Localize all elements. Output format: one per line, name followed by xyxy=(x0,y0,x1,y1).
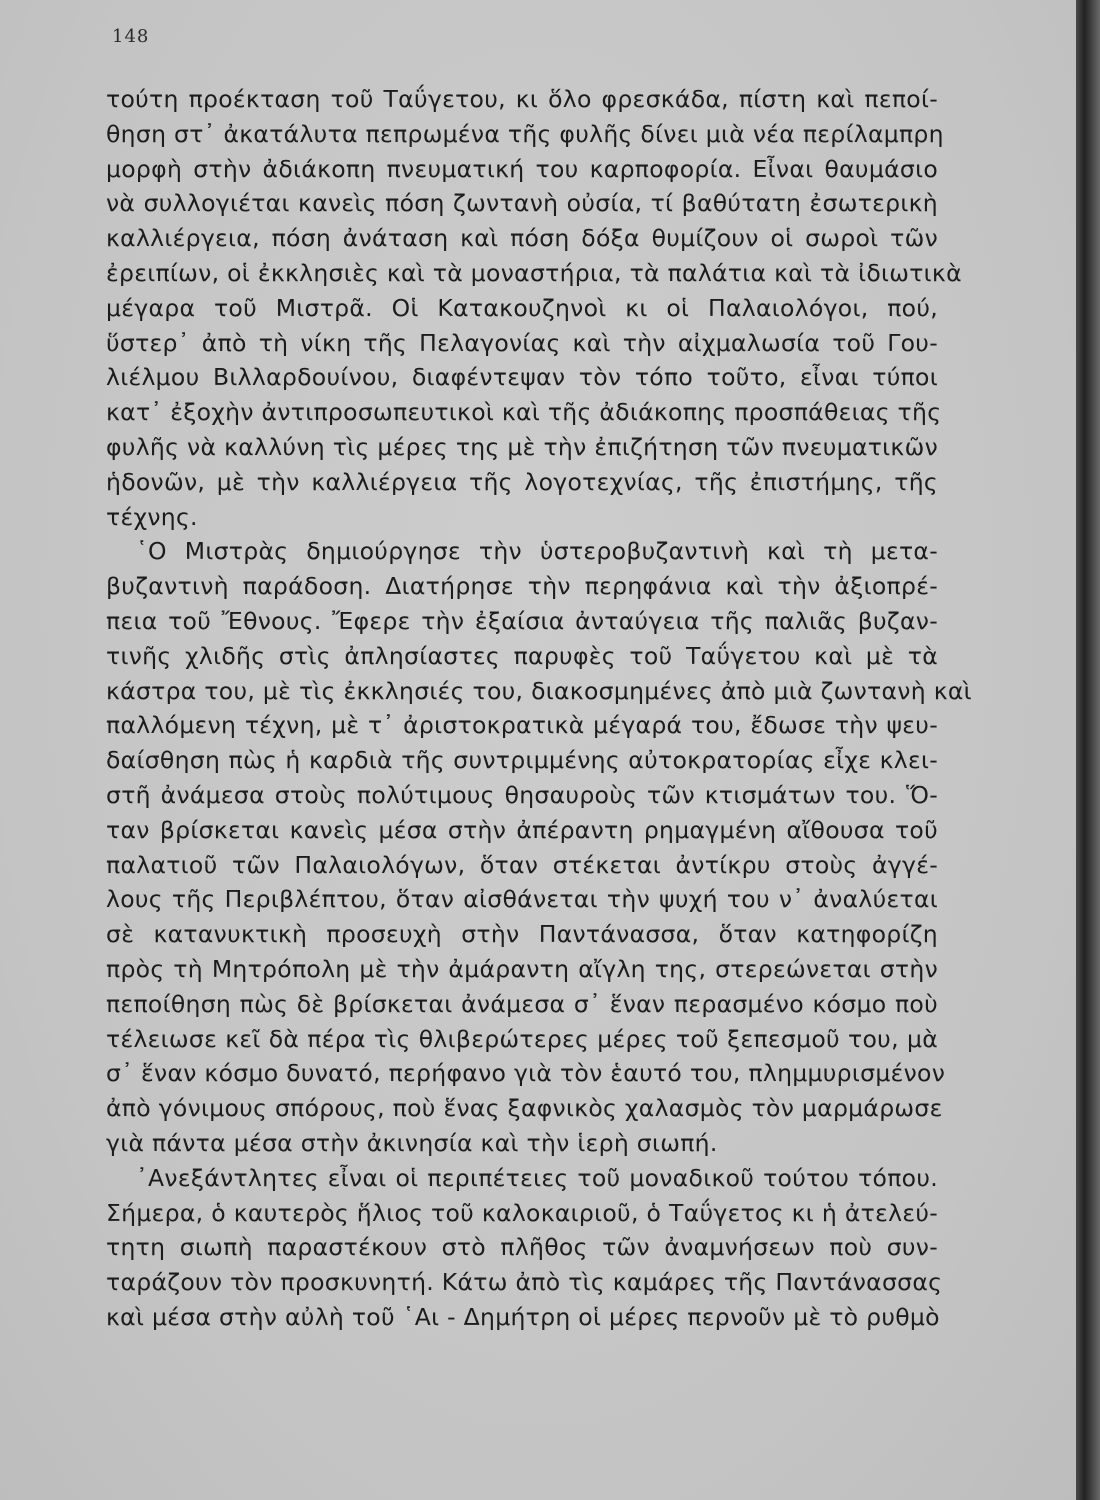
text-line: Σήμερα, ὁ καυτερὸς ἥλιος τοῦ καλοκαιριοῦ, ὁ Ταΰγετος κι ἡ ἀτελεύ- xyxy=(106,1198,938,1227)
text-line: πεποίθηση πὼς δὲ βρίσκεται ἀνάμεσα σ᾿ ἕναν περασμένο κόσμο ποὺ xyxy=(106,989,938,1018)
text-line: ἀπὸ γόνιμους σπόρους, ποὺ ἕνας ξαφνικὸς χαλασμὸς τὸν μαρμάρωσε xyxy=(106,1094,943,1123)
text-line: ταν βρίσκεται κανεὶς μέσα στὴν ἀπέραντη ρημαγμένη αἴθουσα τοῦ xyxy=(106,815,938,844)
text-line: ἐρειπίων, οἱ ἐκκλησιὲς καὶ τὰ μοναστήρια, τὰ παλάτια καὶ τὰ ἰδιωτικὰ xyxy=(106,258,962,287)
text-line: κατ᾿ ἐξοχὴν ἀντιπροσωπευτικοὶ καὶ τῆς ἀδιάκοπης προσπάθειας τῆς xyxy=(106,398,942,427)
book-spine-shadow xyxy=(1076,0,1100,1500)
text-line: πρὸς τὴ Μητρόπολη μὲ τὴν ἀμάραντη αἴγλη της, στερεώνεται στὴν xyxy=(106,954,938,983)
text-line: φυλῆς νὰ καλλύνη τὶς μέρες της μὲ τὴν ἐπιζήτηση τῶν πνευματικῶν xyxy=(106,432,938,461)
text-line: σὲ κατανυκτικὴ προσευχὴ στὴν Παντάνασσα, ὅταν κατηφορίζη xyxy=(106,920,938,949)
text-line: ᾿Ανεξάντλητες εἶναι οἱ περιπέτειες τοῦ μοναδικοῦ τούτου τόπου. xyxy=(136,1163,938,1192)
text-line: βυζαντινὴ παράδοση. Διατήρησε τὴν περηφάνια καὶ τὴν ἀξιοπρέ- xyxy=(106,572,938,601)
text-line: καλλιέργεια, πόση ἀνάταση καὶ πόση δόξα θυμίζουν οἱ σωροὶ τῶν xyxy=(106,224,938,253)
text-line: τινῆς χλιδῆς στὶς ἀπλησίαστες παρυφὲς τοῦ Ταΰγετου καὶ μὲ τὰ xyxy=(106,641,938,670)
text-line: κάστρα του, μὲ τὶς ἐκκλησιές του, διακοσμημένες ἀπὸ μιὰ ζωντανὴ καὶ xyxy=(106,676,972,705)
text-line: μορφὴ στὴν ἀδιάκοπη πνευματική του καρποφορία. Εἶναι θαυμάσιο xyxy=(106,154,938,183)
text-line: τούτη προέκταση τοῦ Ταΰγετου, κι ὅλο φρεσκάδα, πίστη καὶ πεποί- xyxy=(106,85,938,113)
text-line: τητη σιωπὴ παραστέκουν στὸ πλῆθος τῶν ἀναμνήσεων ποὺ συν- xyxy=(106,1233,938,1262)
text-line: παλατιοῦ τῶν Παλαιολόγων, ὅταν στέκεται ἀντίκρυ στοὺς ἀγγέ- xyxy=(106,850,938,879)
text-line: μέγαρα τοῦ Μιστρᾶ. Οἱ Κατακουζηνοὶ κι οἱ Παλαιολόγοι, πού, xyxy=(106,293,938,322)
page-number: 148 xyxy=(112,26,150,47)
text-line: στῆ ἀνάμεσα στοὺς πολύτιμους θησαυροὺς τῶν κτισμάτων του. Ὅ- xyxy=(106,780,938,809)
text-line: ὕστερ᾿ ἀπὸ τὴ νίκη τῆς Πελαγονίας καὶ τὴν αἰχμαλωσία τοῦ Γου- xyxy=(106,328,938,357)
text-line: πεια τοῦ Ἔθνους. Ἔφερε τὴν ἐξαίσια ἀνταύγεια τῆς παλιᾶς βυζαν- xyxy=(106,606,938,635)
text-line: ταράζουν τὸν προσκυνητή. Κάτω ἀπὸ τὶς καμάρες τῆς Παντάνασσας xyxy=(106,1268,943,1297)
text-line: καὶ μέσα στὴν αὐλὴ τοῦ ῾Αι - Δημήτρη οἱ μέρες περνοῦν μὲ τὸ ρυθμὸ xyxy=(106,1302,940,1331)
text-line: θηση στ᾿ ἀκατάλυτα πεπρωμένα τῆς φυλῆς δίνει μιὰ νέα περίλαμπρη xyxy=(106,119,944,148)
text-line: παλλόμενη τέχνη, μὲ τ᾿ ἀριστοκρατικὰ μέγαρά του, ἔδωσε τὴν ψευ- xyxy=(106,711,938,740)
text-line: δαίσθηση πὼς ἡ καρδιὰ τῆς συντριμμένης αὐτοκρατορίας εἶχε κλει- xyxy=(106,746,938,775)
text-line: τέχνης. xyxy=(106,502,198,531)
text-line: ἡδονῶν, μὲ τὴν καλλιέργεια τῆς λογοτεχνίας, τῆς ἐπιστήμης, τῆς xyxy=(106,467,938,496)
text-line: λους τῆς Περιβλέπτου, ὅταν αἰσθάνεται τὴν ψυχή του ν᾿ ἀναλύεται xyxy=(106,885,938,914)
text-line: λιέλμου Βιλλαρδουίνου, διαφέντεψαν τὸν τόπο τοῦτο, εἶναι τύποι xyxy=(106,363,938,392)
text-line: τέλειωσε κεῖ δὰ πέρα τὶς θλιβερώτερες μέρες τοῦ ξεπεσμοῦ του, μὰ xyxy=(106,1024,938,1053)
text-line: σ᾿ ἕναν κόσμο δυνατό, περήφανο γιὰ τὸν ἑαυτό του, πλημμυρισμένον xyxy=(106,1059,946,1088)
text-line: γιὰ πάντα μέσα στὴν ἀκινησία καὶ τὴν ἱερὴ σιωπή. xyxy=(106,1128,718,1157)
text-line: ῾Ο Μιστρὰς δημιούργησε τὴν ὑστεροβυζαντινὴ καὶ τὴ μετα- xyxy=(136,537,938,566)
body-text xyxy=(106,82,972,1335)
text-line: νὰ συλλογιέται κανεὶς πόση ζωντανὴ οὐσία, τί βαθύτατη ἐσωτερικὴ xyxy=(106,189,938,218)
